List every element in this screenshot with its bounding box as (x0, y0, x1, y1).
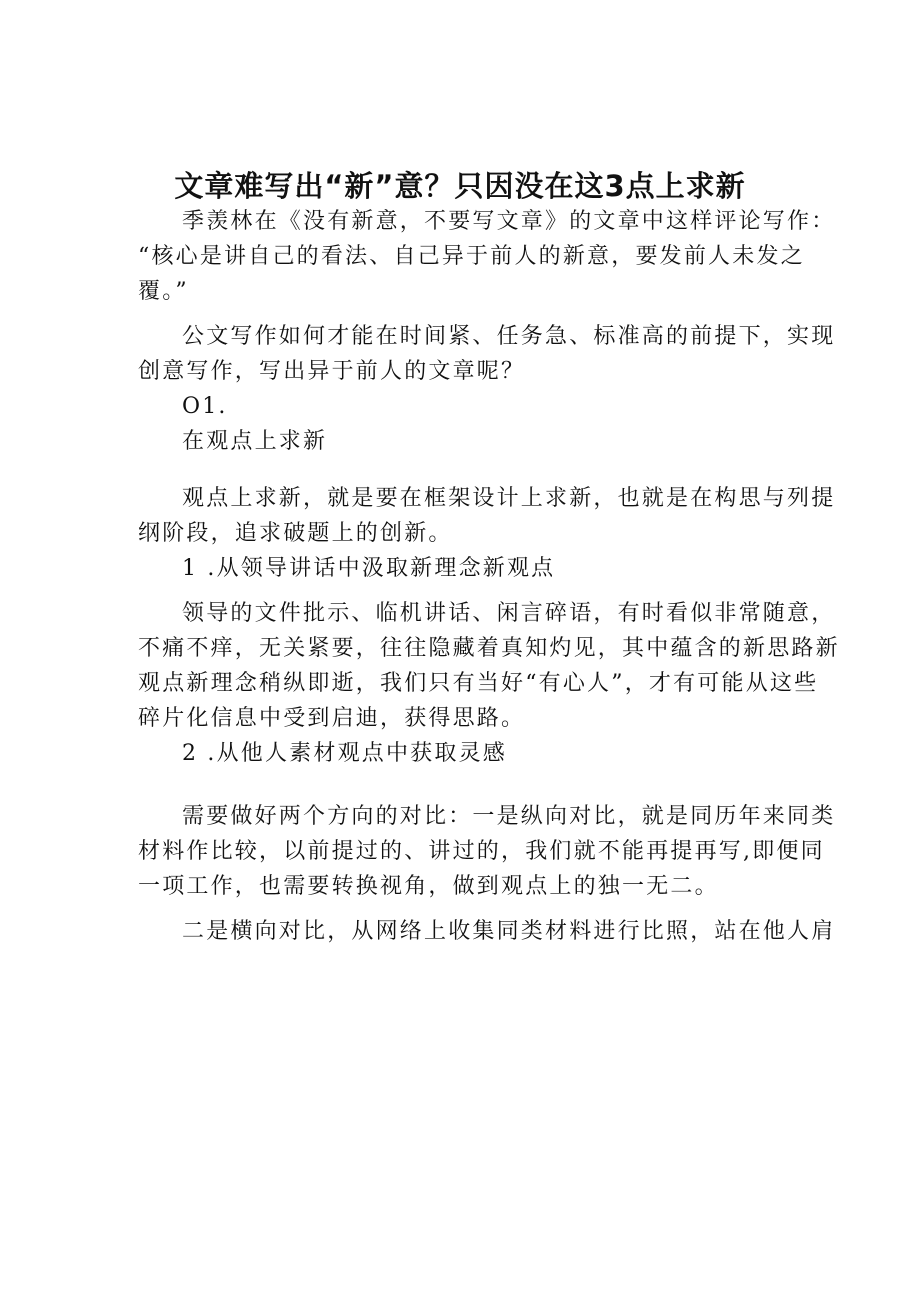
text-line: 观点新理念稍纵即逝，我们只有当好“有心人”，才有可能从这些 (138, 671, 819, 696)
text-line: 创意写作，写出异于前人的文章呢？ (138, 359, 526, 384)
item-1-heading: 1 .从领导讲话中汲取新理念新观点 (182, 556, 556, 581)
paragraph-item-2 (138, 799, 836, 904)
text-line: 二是横向对比，从网络上收集同类材料进行比照，站在他人肩 (182, 919, 836, 944)
paragraph-item-2-horizontal (138, 914, 836, 949)
text-line: “核心是讲自己的看法、自己异于前人的新意，要发前人未发之 (138, 244, 805, 269)
text-line: 一项工作，也需要转换视角，做到观点上的独一无二。 (138, 874, 719, 899)
text-line: 公文写作如何才能在时间紧、任务急、标准高的前提下，实现 (182, 324, 836, 349)
item-2-heading: 2 .从他人素材观点中获取灵感 (182, 741, 507, 766)
text-line: 纲阶段，追求破题上的创新。 (138, 521, 453, 546)
paragraph-question (138, 319, 836, 389)
text-line: 不痛不痒，无关紧要，往往隐藏着真知灼见，其中蕴含的新思路新 (138, 636, 840, 661)
text-line: 材料作比较，以前提过的、讲过的，我们就不能再提再写,即便同 (138, 839, 825, 864)
section-number: O1. (182, 394, 228, 419)
text-line: 需要做好两个方向的对比：一是纵向对比，就是同历年来同类 (182, 804, 836, 829)
text-line: 领导的文件批示、临机讲话、闲言碎语，有时看似非常随意， (182, 601, 836, 626)
paragraph-intro-quote (138, 204, 836, 309)
text-line: 观点上求新，就是要在框架设计上求新，也就是在构思与列提 (182, 486, 836, 511)
text-line: 覆。” (138, 279, 189, 304)
text-line: 碎片化信息中受到启迪，获得思路。 (138, 706, 526, 731)
text-line: 季羡林在《没有新意，不要写文章》的文章中这样评论写作： (182, 209, 836, 234)
document-title: 文章难写出“新”意？只因没在这3点上求新 (174, 169, 746, 203)
paragraph-item-1 (138, 596, 840, 736)
paragraph-section-intro (138, 481, 836, 551)
section-title: 在观点上求新 (182, 429, 328, 454)
document-body (138, 204, 840, 949)
